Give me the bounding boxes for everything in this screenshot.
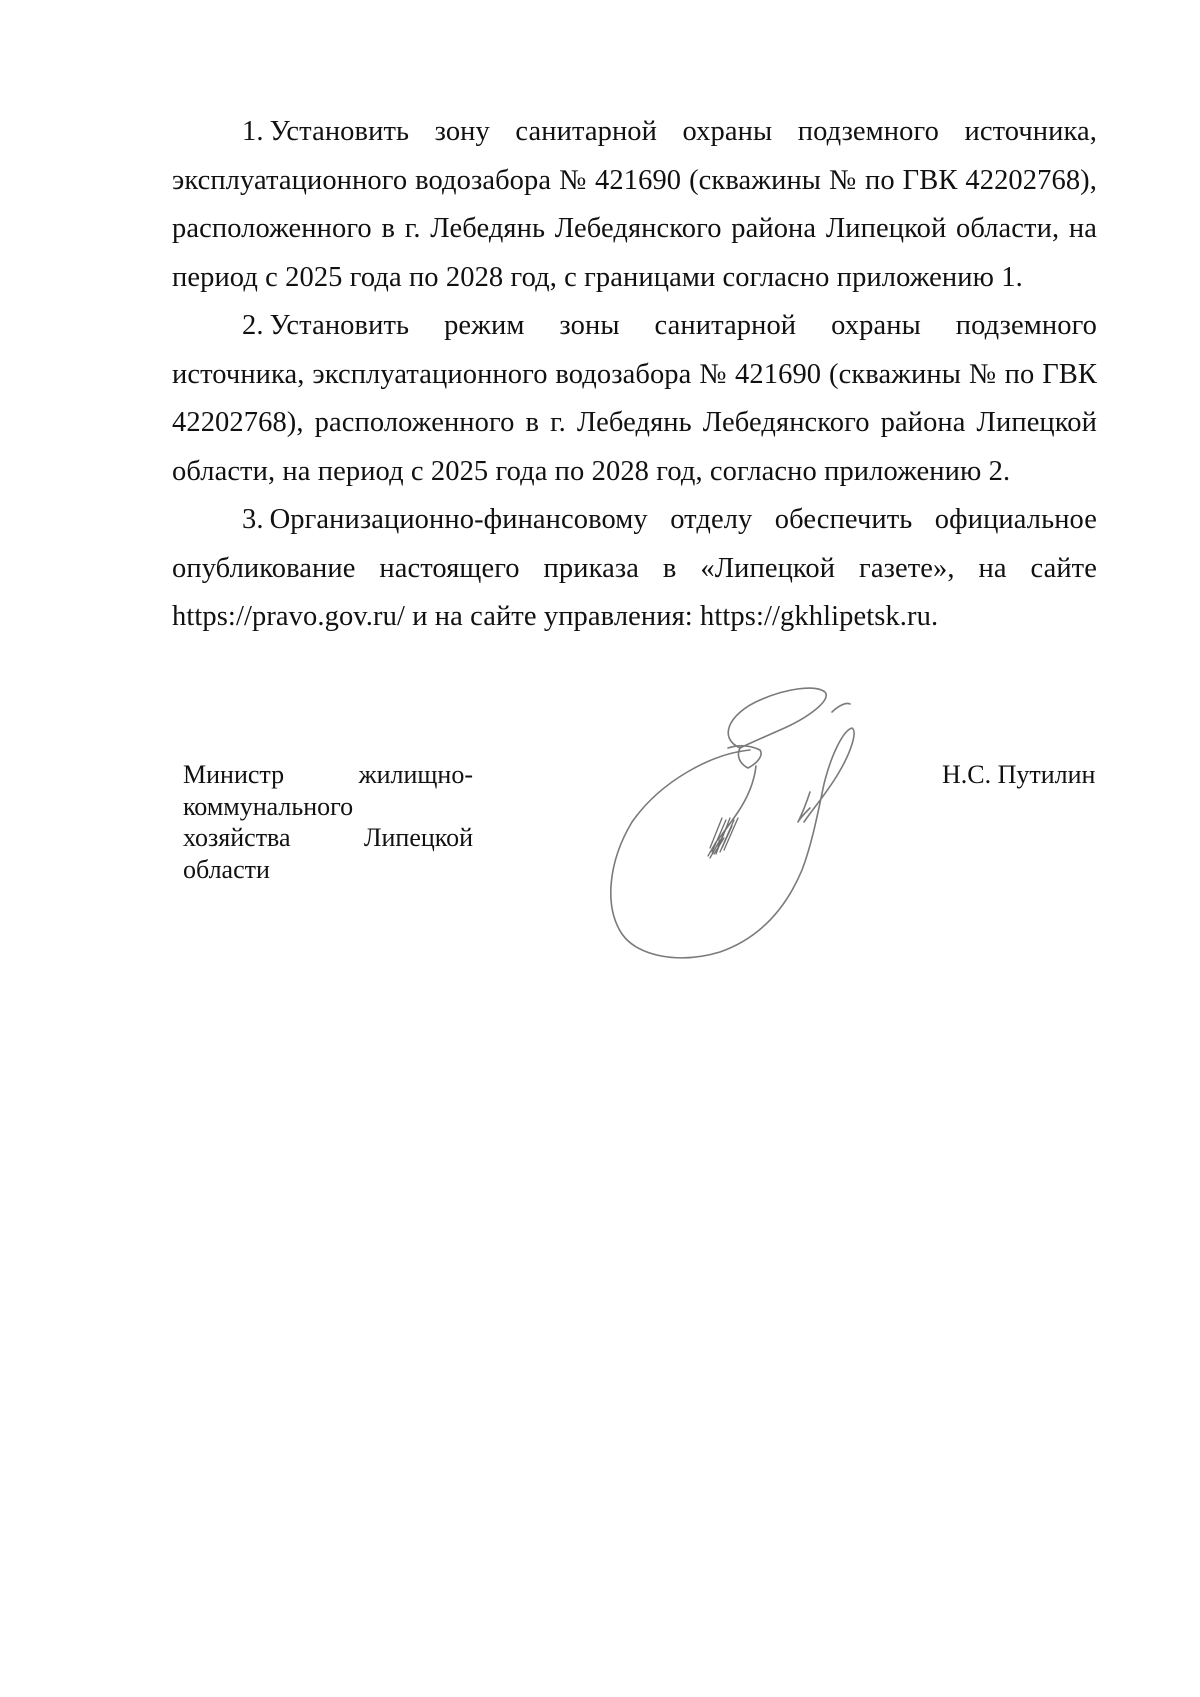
paragraph-2-number: 2. xyxy=(242,310,264,341)
paragraph-1 xyxy=(172,108,1097,302)
paragraph-3-text: Организационно-финансовому отделу обеспечить официальное опубликование настоящего приказа в «Липецкой газете», на сайте https://pravo.gov.ru/ и на сайте управления: https://gkhlipetsk.ru. xyxy=(172,504,1097,632)
signer-position-line: области xyxy=(183,854,270,884)
paragraph-3 xyxy=(172,496,1097,642)
paragraph-1-text: Установить зону санитарной охраны подземного источника, эксплуатационного водозабора № 421690 (скважины № по ГВК 42202768), расположенного в г. Лебедянь Лебедянского района Липецкой области, на период с 2025 года по 2028 год, с границами согласно приложению 1. xyxy=(172,116,1097,293)
signer-name: Н.С. Путилин xyxy=(942,760,1096,789)
paragraph-3-number: 3. xyxy=(242,504,264,535)
paragraph-1-number: 1. xyxy=(242,116,264,147)
handwritten-signature-icon xyxy=(600,672,890,972)
signer-position xyxy=(183,759,473,885)
signer-position-line: коммунального xyxy=(183,791,354,821)
document-body xyxy=(172,108,1097,642)
paragraph-2 xyxy=(172,302,1097,496)
signer-position-line: Министр жилищно- xyxy=(183,760,473,789)
signer-position-line: хозяйства Липецкой xyxy=(183,823,473,852)
paragraph-2-text: Установить режим зоны санитарной охраны подземного источника, эксплуатационного водозабора № 421690 (скважины № по ГВК 42202768), расположенного в г. Лебедянь Лебедянского района Липецкой области, на период с 2025 года по 2028 год, согласно приложению 2. xyxy=(172,310,1097,487)
